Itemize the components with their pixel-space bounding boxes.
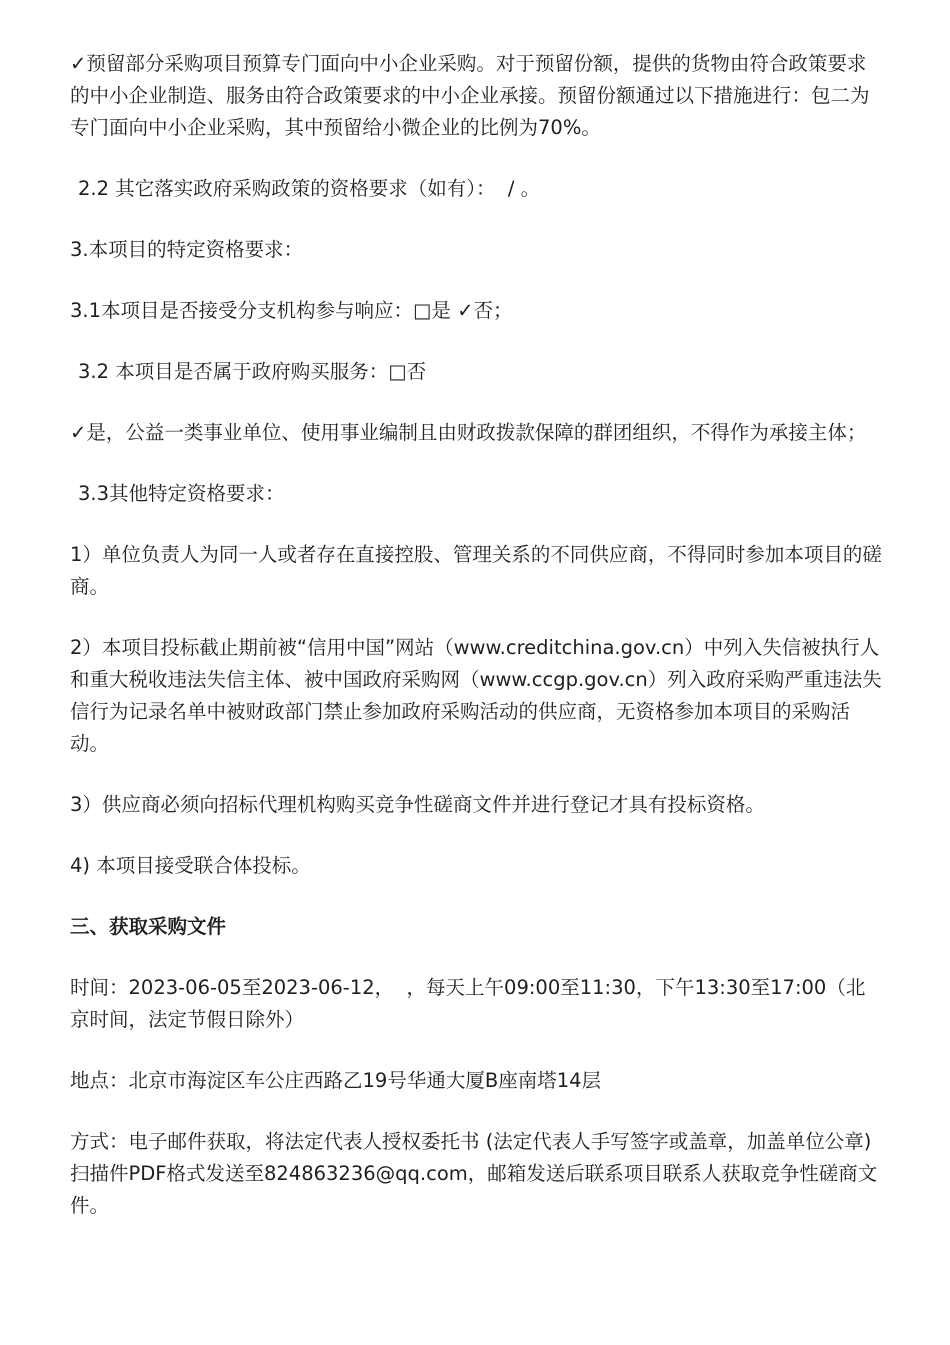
method-paragraph: 方式：电子邮件获取，将法定代表人授权委托书 (法定代表人手写签字或盖章，加盖单位公章)扫描件PDF格式发送至824863236@qq.com，邮箱发送后联系项目联系人获取竞争性磋商文件。 <box>70 1130 878 1217</box>
document-body <box>70 48 882 1251</box>
time-paragraph: 时间：2023-06-05至2023-06-12， ，每天上午09:00至11:30，下午13:30至17:00（北京时间，法定节假日除外） <box>70 976 866 1031</box>
public-institution-paragraph: ✓是，公益一类事业单位、使用事业编制且由财政拨款保障的群团组织，不得作为承接主体； <box>70 421 867 444</box>
policy-requirements-paragraph: 2.2 其它落实政府采购政策的资格要求（如有）： / 。 <box>78 177 541 200</box>
requirement-item-2: 2）本项目投标截止期前被“信用中国”网站（www.creditchina.gov.cn）中列入失信被执行人和重大税收违法失信主体、被中国政府采购网（www.ccgp.gov.cn）列入政府采购严重违法失信行为记录名单中被财政部门禁止参加政府采购活动的供应商，无资格参加本项目的采购活动。 <box>70 636 882 755</box>
location-paragraph: 地点：北京市海淀区车公庄西路乙19号华通大厦B座南塔14层 <box>70 1069 602 1092</box>
branch-participation-paragraph: 3.1本项目是否接受分支机构参与响应：□是 ✓否； <box>70 299 513 322</box>
sme-reservation-paragraph: ✓预留部分采购项目预算专门面向中小企业采购。对于预留份额，提供的货物由符合政策要求的中小企业制造、服务由符合政策要求的中小企业承接。预留份额通过以下措施进行：包二为专门面向中小企业采购，其中预留给小微企业的比例为70%。 <box>70 52 870 139</box>
other-requirements-heading: 3.3其他特定资格要求： <box>78 482 285 505</box>
specific-qualification-heading: 3.本项目的特定资格要求： <box>70 238 304 261</box>
section-heading-obtain-documents: 三、获取采购文件 <box>70 915 227 938</box>
government-service-paragraph: 3.2 本项目是否属于政府购买服务：□否 <box>78 360 427 383</box>
requirement-item-1: 1）单位负责人为同一人或者存在直接控股、管理关系的不同供应商，不得同时参加本项目的磋商。 <box>70 543 882 598</box>
requirement-item-3: 3）供应商必须向招标代理机构购买竞争性磋商文件并进行登记才具有投标资格。 <box>70 793 765 816</box>
requirement-item-4: 4) 本项目接受联合体投标。 <box>70 854 311 877</box>
